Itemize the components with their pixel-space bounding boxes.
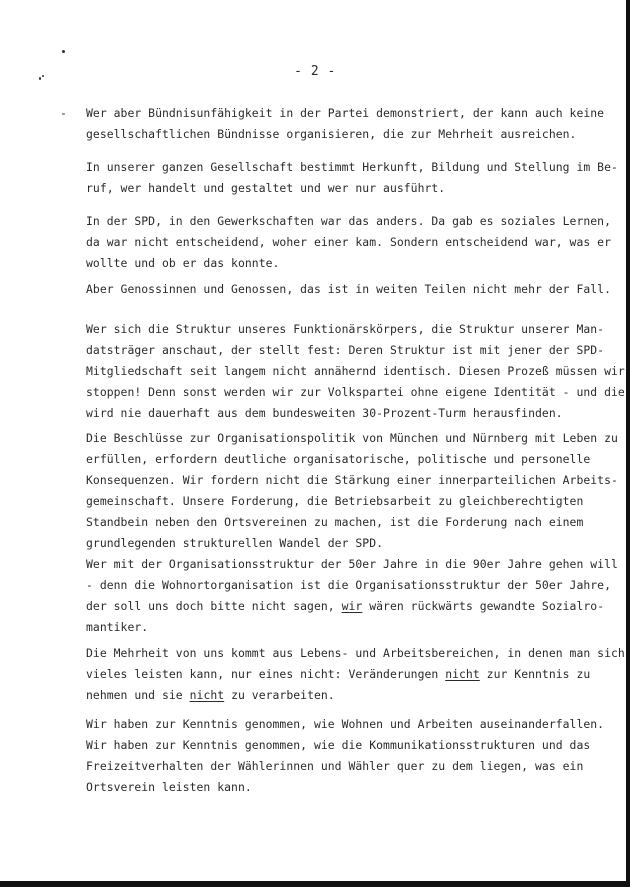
text-segment: Die Mehrheit von uns kommt aus Lebens- und Arbeitsbereichen, in denen man sich bbox=[86, 646, 625, 660]
paragraph bbox=[86, 211, 611, 274]
text-line bbox=[86, 735, 591, 756]
text-segment: wären rückwärts gewandte Sozialro- bbox=[362, 599, 605, 613]
paragraph bbox=[86, 714, 605, 798]
text-line bbox=[86, 178, 566, 199]
page-number: - 2 - bbox=[294, 64, 336, 79]
text-segment: Wir haben zur Kenntnis genommen, wie die Kommunikationsstrukturen und das bbox=[86, 738, 591, 752]
text-segment: gemeinschaft. Unsere Forderung, die Betriebsarbeit zu gleichberechtigten bbox=[86, 494, 584, 508]
text-line bbox=[86, 617, 566, 638]
text-segment: Mitgliedschaft seit langem nicht annähernd identisch. Diesen Prozeß müssen wir bbox=[86, 364, 625, 378]
text-line bbox=[86, 554, 618, 575]
text-line bbox=[86, 533, 566, 554]
underlined-word: nicht bbox=[189, 688, 225, 702]
text-segment: zur Kenntnis zu bbox=[479, 667, 591, 681]
text-segment: Aber Genossinnen und Genossen, das ist in weiten Teilen nicht mehr der Fall. bbox=[86, 282, 611, 296]
paragraph bbox=[86, 157, 618, 199]
text-line bbox=[86, 279, 611, 300]
text-segment: ruf, wer handelt und gestaltet und wer nur ausführt. bbox=[86, 181, 446, 195]
text-line bbox=[86, 382, 625, 403]
text-segment: gesellschaftlichen Bündnisse organisieren, die zur Mehrheit ausreichen. bbox=[86, 127, 577, 141]
text-line bbox=[86, 470, 618, 491]
paragraph bbox=[86, 643, 625, 706]
text-segment: wird nie dauerhaft aus dem bundesweiten 30-Prozent-Turm herausfinden. bbox=[86, 406, 563, 420]
scan-border-right bbox=[626, 0, 630, 887]
text-line bbox=[86, 232, 611, 253]
text-line bbox=[86, 428, 618, 449]
underlined-word: wir bbox=[341, 599, 363, 613]
paragraph bbox=[60, 103, 605, 145]
text-line bbox=[86, 211, 611, 232]
underlined-word: nicht bbox=[445, 667, 480, 681]
text-line bbox=[86, 643, 625, 664]
text-line bbox=[86, 319, 605, 340]
text-line bbox=[86, 777, 566, 798]
text-segment: mantiker. bbox=[86, 620, 149, 634]
text-line bbox=[86, 103, 605, 124]
text-segment: Wer sich die Struktur unseres Funktionärskörpers, die Struktur unserer Man- bbox=[86, 322, 605, 336]
text-line bbox=[86, 340, 605, 361]
paragraph bbox=[86, 554, 618, 638]
text-segment: In der SPD, in den Gewerkschaften war das anders. Da gab es soziales Lernen, bbox=[86, 214, 611, 228]
text-segment: der soll uns doch bitte nicht sagen, bbox=[86, 599, 342, 613]
text-segment: - denn die Wohnortorganisation ist die Organisationsstruktur der 50er Jahre, bbox=[86, 578, 611, 592]
text-segment: da war nicht entscheidend, woher einer kam. Sondern entscheidend war, was er bbox=[86, 235, 611, 249]
paragraph bbox=[86, 279, 611, 300]
text-line bbox=[86, 575, 611, 596]
text-line bbox=[86, 664, 591, 685]
text-segment: In unserer ganzen Gesellschaft bestimmt Herkunft, Bildung und Stellung im Be- bbox=[86, 160, 618, 174]
text-segment: Wir haben zur Kenntnis genommen, wie Wohnen und Arbeiten auseinanderfallen. bbox=[86, 717, 605, 731]
text-segment: Wer aber Bündnisunfähigkeit in der Partei demonstriert, der kann auch keine bbox=[86, 106, 605, 120]
paragraph bbox=[86, 319, 625, 424]
scan-border-bottom bbox=[0, 881, 630, 887]
text-segment: Konsequenzen. Wir fordern nicht die Stärkung einer innerparteilichen Arbeits- bbox=[86, 473, 618, 487]
text-line bbox=[86, 596, 605, 617]
text-line bbox=[86, 756, 584, 777]
text-segment: zu verarbeiten. bbox=[224, 688, 335, 702]
text-segment: Standbein neben den Ortsvereinen zu machen, ist die Forderung nach einem bbox=[86, 515, 584, 529]
text-segment: Die Beschlüsse zur Organisationspolitik von München und Nürnberg mit Leben zu bbox=[86, 431, 618, 445]
text-segment: Ortsverein leisten kann. bbox=[86, 780, 252, 794]
text-segment: datsträger anschaut, der stellt fest: Deren Struktur ist mit jener der SPD- bbox=[86, 343, 605, 357]
text-segment: grundlegenden strukturellen Wandel der SPD. bbox=[86, 536, 384, 550]
scan-speck bbox=[62, 50, 65, 53]
text-segment: vieles leisten kann, nur eines nicht: Veränderungen bbox=[86, 667, 446, 681]
text-line bbox=[86, 403, 566, 424]
text-line bbox=[86, 449, 591, 470]
text-line bbox=[86, 361, 625, 382]
text-line bbox=[86, 512, 584, 533]
text-line bbox=[86, 685, 566, 706]
text-line bbox=[86, 491, 584, 512]
text-segment: erfüllen, erfordern deutliche organisatorische, politische und personelle bbox=[86, 452, 591, 466]
paragraph bbox=[86, 428, 618, 554]
text-line bbox=[86, 157, 618, 178]
text-segment: stoppen! Denn sonst werden wir zur Volkspartei ohne eigene Identität - und die bbox=[86, 385, 625, 399]
text-segment: nehmen und sie bbox=[86, 688, 190, 702]
text-segment: Wer mit der Organisationsstruktur der 50er Jahre in die 90er Jahre gehen will bbox=[86, 557, 618, 571]
text-segment: Freizeitverhalten der Wählerinnen und Wähler quer zu dem liegen, was ein bbox=[86, 759, 584, 773]
leading-dash: - bbox=[60, 106, 67, 120]
text-line bbox=[86, 124, 577, 145]
text-line bbox=[86, 253, 566, 274]
text-segment: wollte und ob er das konnte. bbox=[86, 256, 280, 270]
text-line bbox=[86, 714, 605, 735]
